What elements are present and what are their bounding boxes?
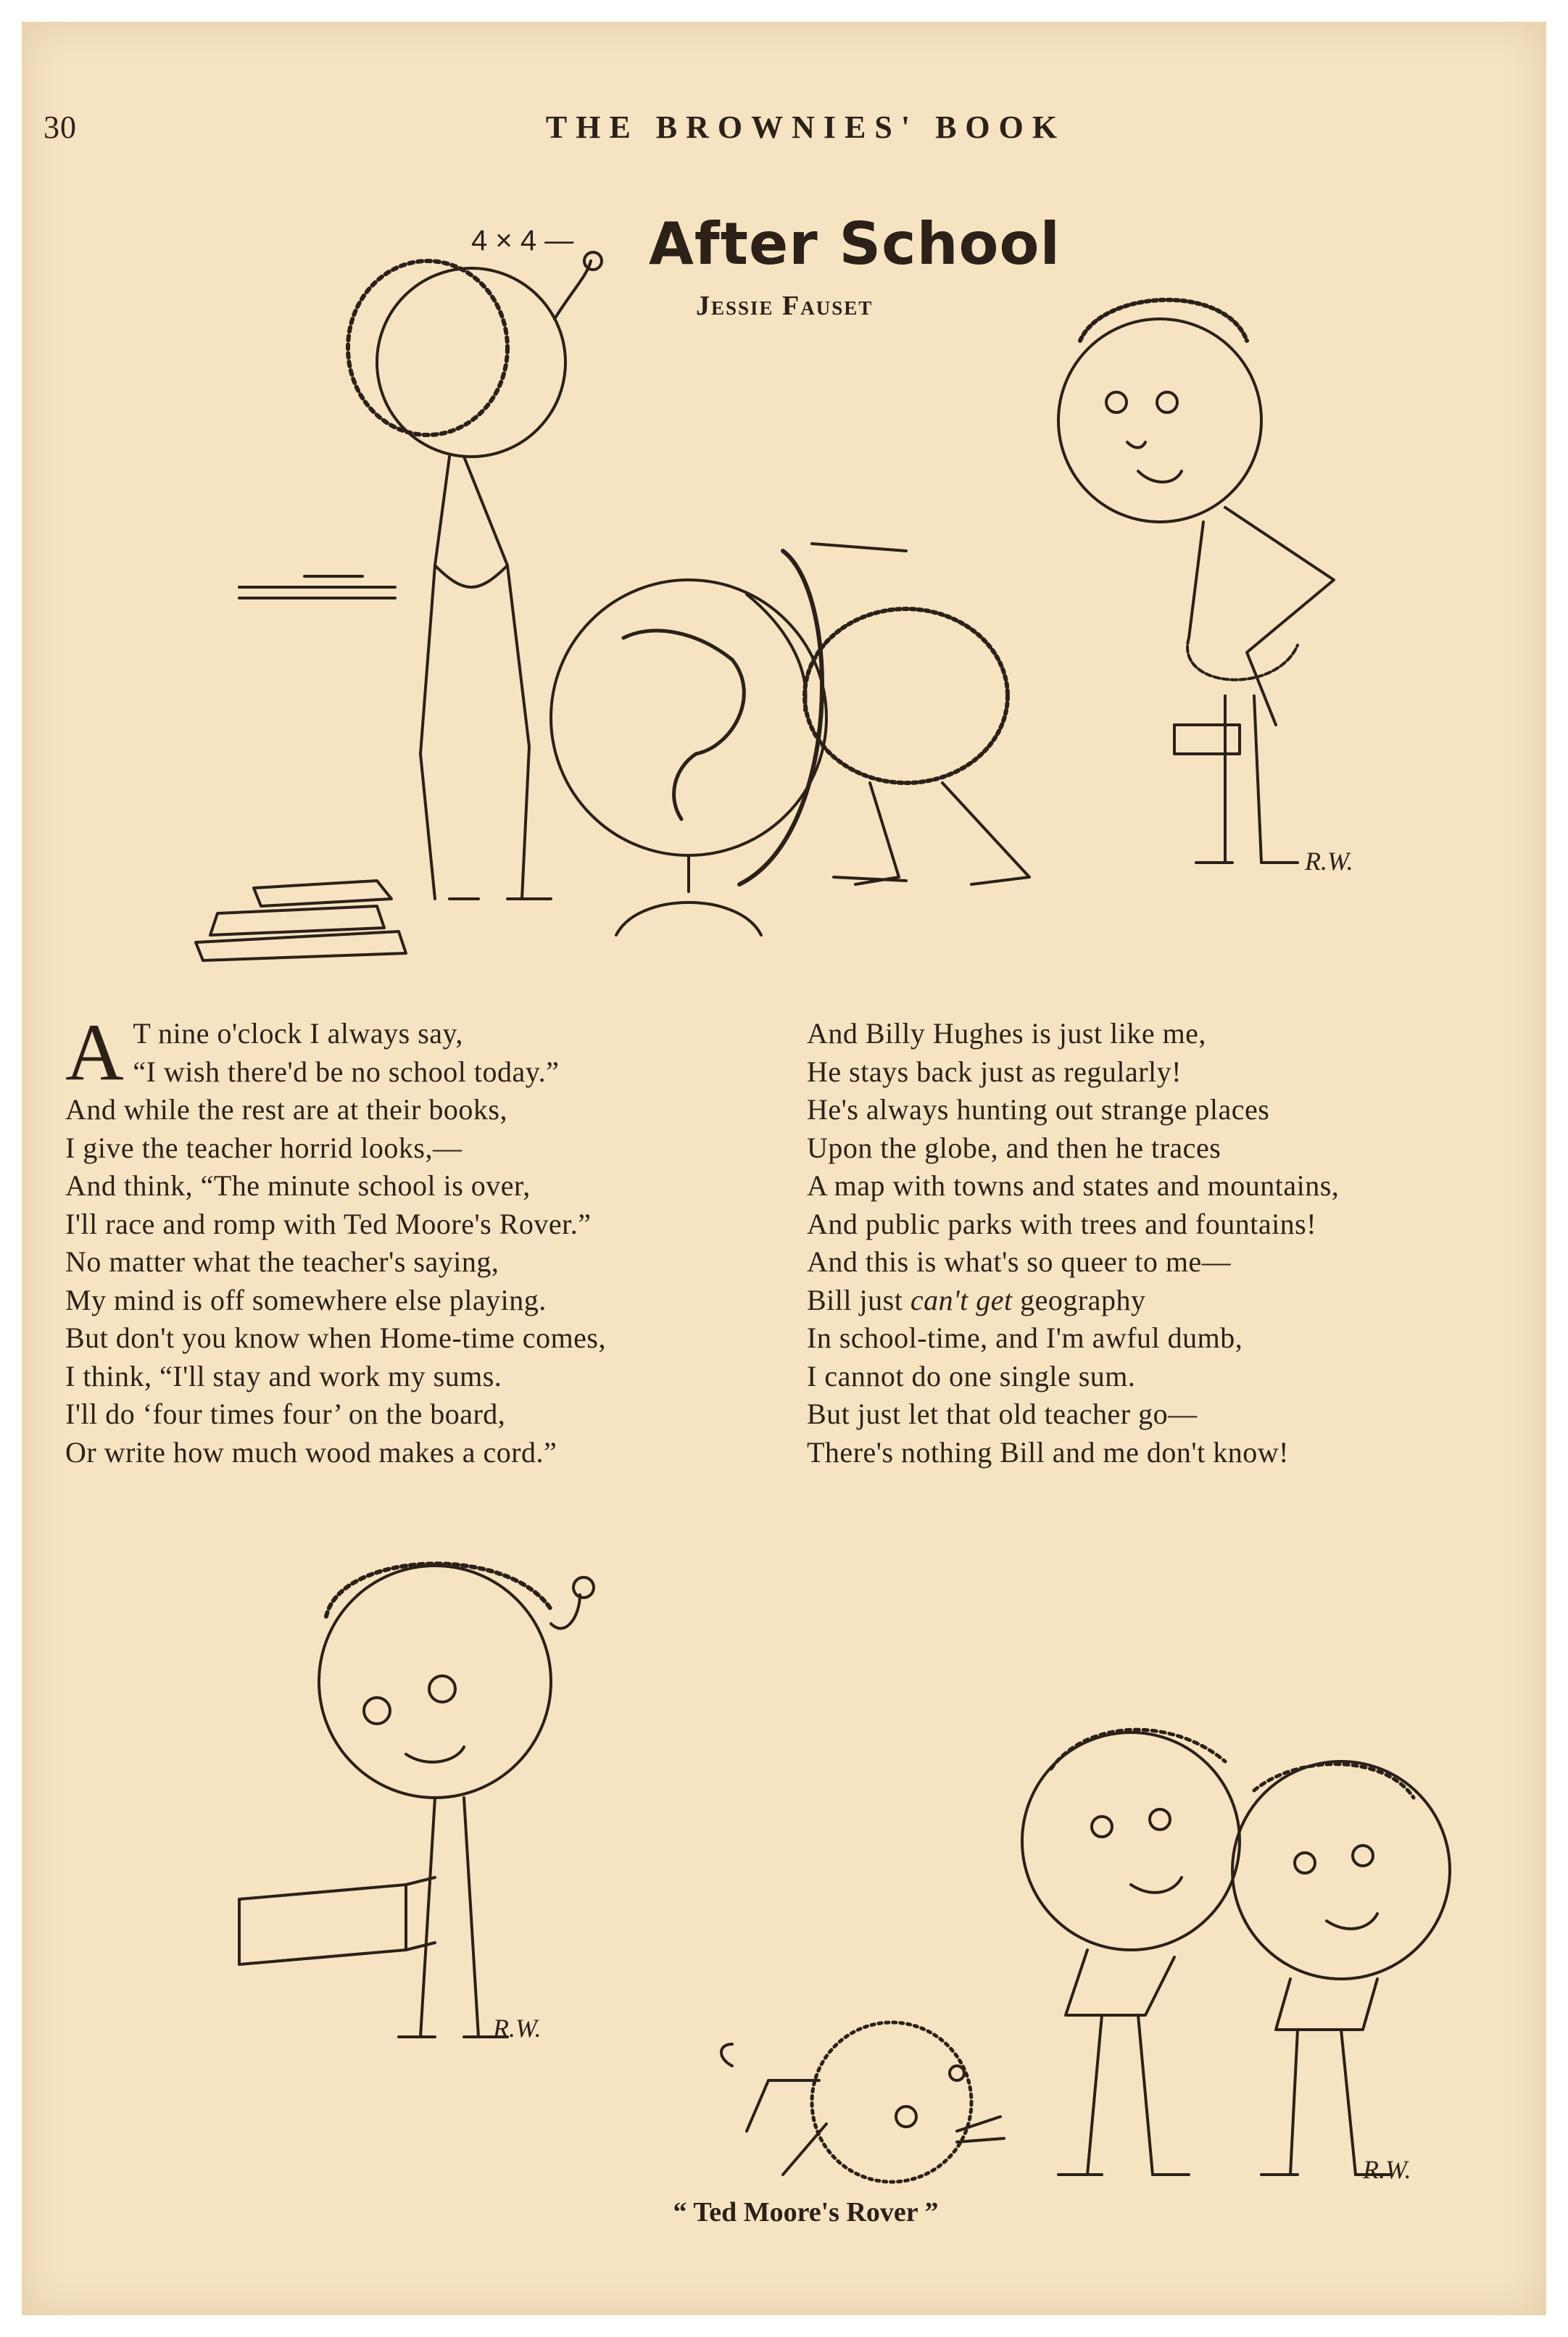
article-title: After School <box>649 210 1061 278</box>
illustration-rover <box>721 2022 1004 2182</box>
illustration-child-behind-globe <box>805 609 1029 884</box>
poem-line: Upon the globe, and then he traces <box>807 1131 1221 1164</box>
illustration-boy-at-board <box>196 225 602 960</box>
poem-line: And Billy Hughes is just like me, <box>807 1017 1206 1050</box>
poem-line: No matter what the teacher's saying, <box>65 1245 499 1278</box>
geo-emphasis: can't get <box>910 1283 1013 1316</box>
poem-line: I'll race and romp with Ted Moore's Rover.” <box>65 1207 592 1240</box>
poem-line: I'll do ‘four times four’ on the board, <box>65 1398 506 1430</box>
drop-cap: A <box>65 1008 125 1097</box>
illustration-caption: “ Ted Moore's Rover ” <box>673 2197 939 2228</box>
board-sum: 4 × 4 — <box>471 225 574 257</box>
poem-line: And think, “The minute school is over, <box>65 1169 531 1202</box>
signature-top: R.W. <box>1305 847 1353 876</box>
illustration-globe <box>551 544 906 935</box>
poem-line: And public parks with trees and fountains! <box>807 1207 1317 1240</box>
poem-line: T nine o'clock I always say, <box>133 1017 463 1050</box>
poem-line: Or write how much wood makes a cord.” <box>65 1435 557 1469</box>
poem-line: I give the teacher horrid looks,— <box>65 1131 462 1164</box>
poem-right-column <box>807 1015 1532 1471</box>
poem-line: And while the rest are at their books, <box>65 1093 507 1126</box>
illustration-girl <box>1058 300 1353 876</box>
illustration-boy-with-book <box>239 1564 594 2043</box>
illustration-two-children <box>1022 1730 1450 2184</box>
poem-line: But don't you know when Home-time comes, <box>65 1321 606 1354</box>
poem-left-column <box>65 1008 790 1471</box>
geo-prefix: Bill just <box>807 1283 910 1316</box>
poem-line: I cannot do one single sum. <box>807 1359 1136 1392</box>
poem-line: In school-time, and I'm awful dumb, <box>807 1321 1243 1354</box>
poem-line: And this is what's so queer to me— <box>807 1245 1232 1278</box>
page-number: 30 <box>43 109 77 145</box>
poem-line: There's nothing Bill and me don't know! <box>807 1435 1289 1469</box>
poem-line: “I wish there'd be no school today.” <box>133 1055 560 1088</box>
running-head: THE BROWNIES' BOOK <box>545 109 1066 145</box>
poem-line: A map with towns and states and mountains, <box>807 1169 1340 1202</box>
geo-suffix: geography <box>1012 1283 1146 1316</box>
poem-line: He stays back just as regularly! <box>807 1055 1182 1088</box>
poem-line: My mind is off somewhere else playing. <box>65 1283 547 1316</box>
poem-line: I think, “I'll stay and work my sums. <box>65 1359 502 1392</box>
article-author: Jessie Fauset <box>696 291 874 321</box>
signature-bottom-right: R.W. <box>1363 2155 1411 2184</box>
poem-line: But just let that old teacher go— <box>807 1398 1198 1430</box>
poem-line-geography <box>807 1282 1532 1320</box>
poem-line: He's always hunting out strange places <box>807 1093 1270 1126</box>
signature-bottom-left: R.W. <box>493 2014 542 2043</box>
